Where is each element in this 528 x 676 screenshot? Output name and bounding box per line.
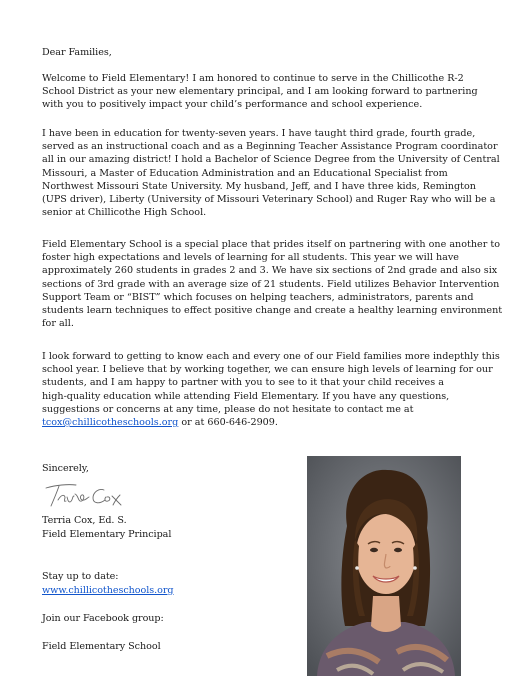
signature-image: [42, 480, 126, 510]
salutation: Dear Families,: [42, 47, 112, 58]
stay-up-label: Stay up to date:: [42, 571, 119, 582]
paragraph-line: with you to positively impact your child’s performance and school experience.: [42, 99, 423, 111]
paragraph-line: students, and I am happy to partner with you to see to it that your child receives a: [42, 377, 444, 389]
paragraph-line: sections of 3rd grade with an average size of 21 students. Field utilizes Behavior Intervention: [42, 278, 500, 290]
paragraph-line: approximately 260 students in grades 2 and 3. We have six sections of 2nd grade and also six: [42, 265, 498, 277]
contact-line: [42, 416, 490, 429]
contact-phone-text: or at 660-646-2909.: [178, 417, 278, 429]
paragraph-line: senior at Chillicothe High School.: [42, 207, 207, 219]
paragraph-line: Northwest Missouri State University. My husband, Jeff, and I have three kids, Remington: [42, 180, 476, 192]
closing: Sincerely,: [42, 463, 89, 474]
paragraph-line: served as an instructional coach and as a Beginning Teacher Assistance Program coordinator: [42, 141, 498, 153]
paragraph-line: for all.: [42, 318, 74, 330]
paragraph-line: Missouri, a Master of Education Administration and an Educational Specialist from: [42, 167, 448, 179]
signer-name: Terria Cox, Ed. S.: [42, 515, 127, 526]
principal-portrait-photo: [307, 456, 461, 676]
paragraph-line: I have been in education for twenty-seven years. I have taught third grade, fourth grade,: [42, 128, 476, 139]
paragraph-line: all in our amazing district! I hold a Bachelor of Science Degree from the University of Central: [42, 154, 500, 166]
facebook-group: Field Elementary School: [42, 641, 161, 652]
paragraph-line: (UPS driver), Liberty (University of Missouri Veterinary School) and Ruger Ray who will be a: [42, 194, 496, 206]
paragraph-line: I look forward to getting to know each and every one of our Field families more indepthly this: [42, 351, 500, 362]
paragraph-line: students learn techniques to effect positive change and create a healthy learning environment: [42, 305, 503, 317]
website-link[interactable]: www.chillicotheschools.org: [42, 585, 174, 596]
paragraph-line: school year. I believe that by working together, we can ensure high levels of learning for our: [42, 364, 493, 376]
paragraph-line: Welcome to Field Elementary! I am honored to continue to serve in the Chillicothe R-2: [42, 73, 464, 84]
paragraph-school: [42, 238, 503, 330]
paragraph-line: School District as your new elementary principal, and I am looking forward to partnering: [42, 86, 478, 98]
paragraph-background: [42, 127, 500, 219]
paragraph-welcome: [42, 72, 490, 112]
paragraph-line: Support Team or “BIST” which focuses on helping teachers, administrators, parents and: [42, 291, 474, 303]
signer-title: Field Elementary Principal: [42, 529, 172, 540]
paragraph-closing: [42, 350, 500, 429]
paragraph-line: high-quality education while attending Field Elementary. If you have any questions,: [42, 390, 450, 402]
paragraph-line: Field Elementary School is a special place that prides itself on partnering with one another to: [42, 239, 500, 250]
facebook-label: Join our Facebook group:: [42, 613, 164, 624]
paragraph-line: foster high expectations and levels of learning for all students. This year we will have: [42, 252, 459, 264]
paragraph-line: suggestions or concerns at any time, please do not hesitate to contact me at: [42, 403, 414, 415]
email-link[interactable]: tcox@chillicotheschools.org: [42, 417, 179, 429]
